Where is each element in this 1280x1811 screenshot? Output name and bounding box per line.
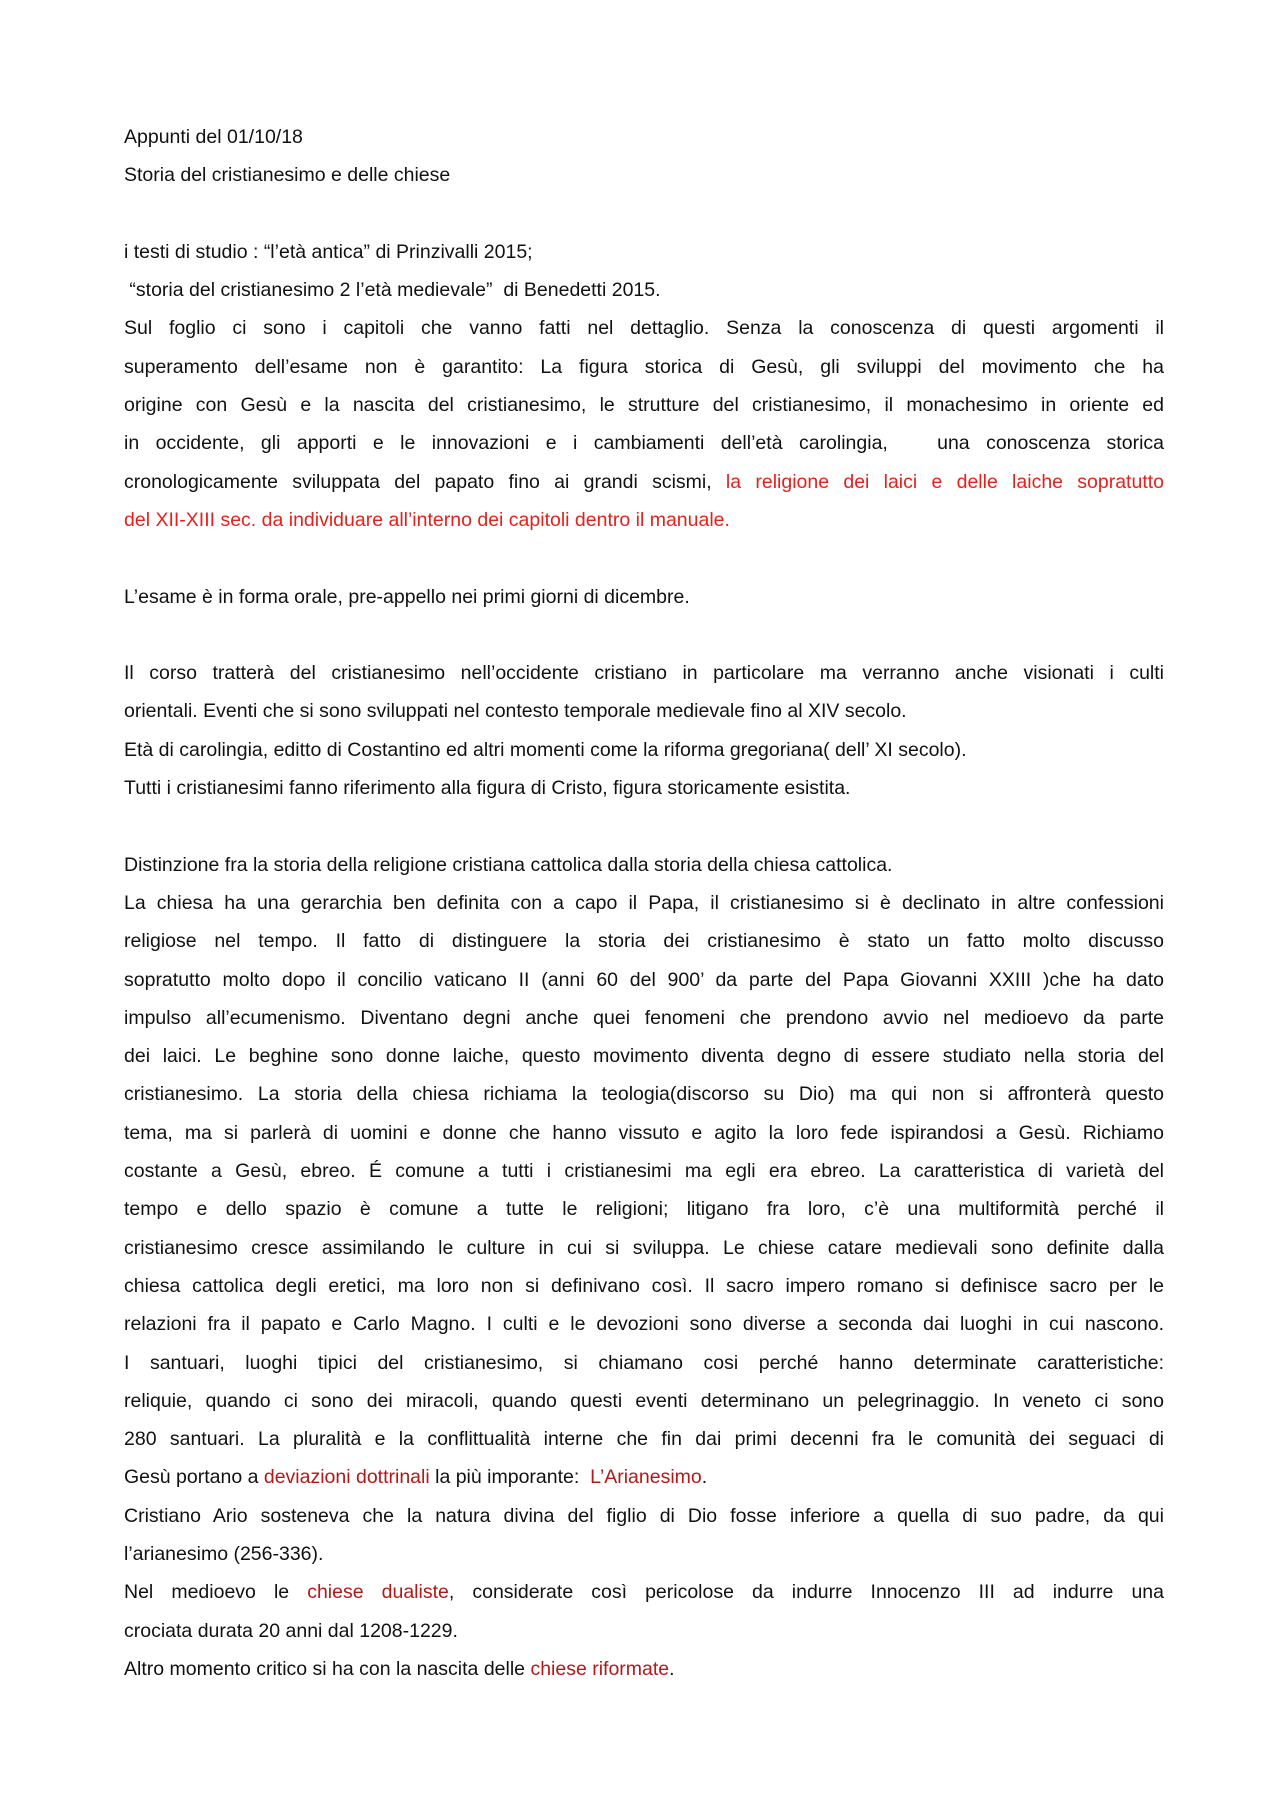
- syllabus-paragraph: [124, 309, 1164, 539]
- paragraph-line: crociata durata 20 anni dal 1208-1229.: [124, 1619, 458, 1642]
- highlighted-text: L’Arianesimo: [590, 1466, 702, 1489]
- paragraph-line: chiesa cattolica degli eretici, ma loro non si definivano così. Il sacro impero romano si definisce sacro per le: [124, 1274, 1164, 1297]
- paragraph-line: dei laici. Le beghine sono donne laiche, questo movimento diventa degno di essere studiato nella storia del: [124, 1045, 1164, 1068]
- date-line: Appunti del 01/10/18: [124, 126, 303, 148]
- distinction-paragraph: [124, 846, 1164, 1497]
- paragraph-line: Età di carolingia, editto di Costantino ed altri momenti come la riforma gregoriana( dell’ XI secolo).: [124, 738, 967, 761]
- highlighted-text: chiese dualiste: [307, 1581, 449, 1604]
- text-fragment: .: [669, 1657, 675, 1680]
- text-fragment: Altro momento critico si ha con la nascita delle: [124, 1657, 531, 1680]
- paragraph-line: Sul foglio ci sono i capitoli che vanno fatti nel dettaglio. Senza la conoscenza di questi argomenti il: [124, 317, 1164, 340]
- highlighted-text: deviazioni dottrinali: [263, 1466, 430, 1489]
- paragraph-line: superamento dell’esame non è garantito: La figura storica di Gesù, gli sviluppi del movimento che ha: [124, 355, 1164, 378]
- text-fragment: Gesù portano a: [124, 1466, 264, 1489]
- text-fragment: , considerate così pericolose da indurre Innocenzo III ad indurre una: [448, 1581, 1164, 1604]
- paragraph-line: reliquie, quando ci sono dei miracoli, quando questi eventi determinano un pelegrinaggio. In veneto ci sono: [124, 1389, 1164, 1412]
- arius-paragraph: [124, 1497, 1164, 1574]
- paragraph-line: l’arianesimo (256-336).: [124, 1542, 324, 1565]
- paragraph-line: I santuari, luoghi tipici del cristianesimo, si chiamano cosi perché hanno determinate caratteristiche:: [124, 1351, 1164, 1374]
- paragraph-line: cristianesimo. La storia della chiesa richiama la teologia(discorso su Dio) ma qui non si affronterà questo: [124, 1083, 1164, 1106]
- paragraph-line: religiose nel tempo. Il fatto di distinguere la storia dei cristianesimo è stato un fatto molto discusso: [124, 930, 1164, 953]
- highlighted-text: del XII-XIII sec. da individuare all’interno dei capitoli dentro il manuale.: [124, 508, 730, 531]
- paragraph-line: Il corso tratterà del cristianesimo nell’occidente cristiano in particolare ma verranno anche visionati i culti: [124, 662, 1164, 685]
- document-page: [124, 118, 1164, 1688]
- text-fragment: Nel medioevo le: [124, 1581, 308, 1604]
- spacer: [124, 195, 1164, 233]
- paragraph-line: 280 santuari. La pluralità e la conflittualità interne che fin dai primi decenni fra le comunità dei seguaci di: [124, 1428, 1164, 1451]
- paragraph-line: Cristiano Ario sosteneva che la natura divina del figlio di Dio fosse inferiore a quella di suo padre, da qui: [124, 1504, 1164, 1527]
- paragraph-line: relazioni fra il papato e Carlo Magno. I culti e le devozioni sono diverse a seconda dai luoghi in cui nascono.: [124, 1313, 1164, 1336]
- course-title: Storia del cristianesimo e delle chiese: [124, 164, 451, 187]
- paragraph-line: tema, ma si parlerà di uomini e donne che hanno vissuto e agito la loro fede ispirandosi a Gesù. Richiamo: [124, 1121, 1164, 1144]
- paragraph-line: costante a Gesù, ebreo. É comune a tutti i cristianesimi ma egli era ebreo. La caratteristica di varietà del: [124, 1160, 1164, 1183]
- study-texts-line-2: “storia del cristianesimo 2 l’età medievale” di Benedetti 2015.: [124, 279, 661, 302]
- highlighted-text: chiese riformate: [530, 1657, 670, 1680]
- paragraph-line: La chiesa ha una gerarchia ben definita con a capo il Papa, il cristianesimo si è declinato in altre confessioni: [124, 891, 1164, 914]
- study-texts-line-1: i testi di studio : “l’età antica” di Prinzivalli 2015;: [124, 240, 533, 263]
- course-paragraph: [124, 654, 1164, 807]
- paragraph-line: cristianesimo cresce assimilando le culture in cui si sviluppa. Le chiese catare medievali sono definite dalla: [124, 1236, 1164, 1259]
- paragraph-line: origine con Gesù e la nascita del cristianesimo, le strutture del cristianesimo, il monachesimo in oriente ed: [124, 394, 1164, 417]
- paragraph-line: Tutti i cristianesimi fanno riferimento alla figura di Cristo, figura storicamente esistita.: [124, 777, 851, 800]
- exam-info: L’esame è in forma orale, pre-appello nei primi giorni di dicembre.: [124, 585, 690, 608]
- dualist-paragraph: [124, 1573, 1164, 1650]
- paragraph-line: [124, 1573, 1164, 1611]
- paragraph-line: tempo e dello spazio è comune a tutte le religioni; litigano fra loro, c’è una multiformità perché il: [124, 1198, 1164, 1221]
- text-fragment: cronologicamente sviluppata del papato fino ai grandi scismi,: [124, 470, 726, 493]
- paragraph-line: Distinzione fra la storia della religione cristiana cattolica dalla storia della chiesa cattolica.: [124, 853, 893, 876]
- text-fragment: .: [701, 1466, 708, 1489]
- highlighted-text: la religione dei laici e delle laiche sopratutto: [725, 470, 1164, 493]
- spacer: [124, 616, 1164, 654]
- paragraph-line: orientali. Eventi che si sono sviluppati nel contesto temporale medievale fino al XIV secolo.: [124, 700, 907, 723]
- spacer: [124, 539, 1164, 577]
- paragraph-line: [124, 1458, 1164, 1496]
- reformed-line: [124, 1650, 1164, 1688]
- paragraph-line: impulso all’ecumenismo. Diventano degni anche quei fenomeni che prendono avvio nel medioevo da parte: [124, 1006, 1164, 1029]
- paragraph-line: in occidente, gli apporti e le innovazioni e i cambiamenti dell’età carolingia, una conoscenza storica: [124, 432, 1164, 455]
- paragraph-line: sopratutto molto dopo il concilio vaticano II (anni 60 del 900’ da parte del Papa Giovanni XXIII )che ha dato: [124, 968, 1164, 991]
- spacer: [124, 807, 1164, 845]
- paragraph-line: [124, 463, 1164, 501]
- text-fragment: la più imporante:: [429, 1466, 591, 1489]
